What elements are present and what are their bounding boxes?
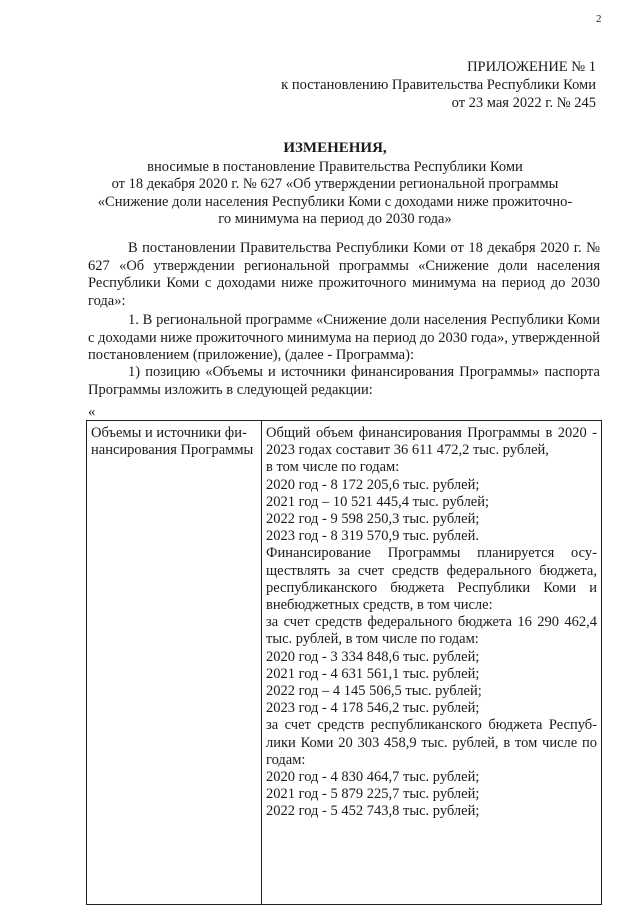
value-line: лики Коми 20 303 458,9 тыс. рублей, в том числе по <box>266 734 597 751</box>
page-number: 2 <box>596 13 602 25</box>
value-line: за счет средств республиканского бюджета Респуб- <box>266 717 597 734</box>
appendix-date: от 23 мая 2022 г. № 245 <box>451 95 596 111</box>
value-line: Общий объем финансирования Программы в 2020 - <box>266 425 597 441</box>
value-line: годам: <box>266 751 306 768</box>
paragraph-subitem-1: 1) позицию «Объемы и источники финансирования Программы» паспорта Программы изложить в следующей редакции: <box>88 364 600 398</box>
document-heading <box>70 140 600 229</box>
value-line: 2022 год - 9 598 250,3 тыс. рублей; <box>266 511 480 528</box>
value-line: тыс. рублей, в том числе по годам: <box>266 631 479 648</box>
heading-line-1: вносимые в постановление Правительства Республики Коми <box>147 158 523 175</box>
paragraph-item-1: 1. В региональной программе «Снижение доли населения Республики Коми с доходами ниже прожиточного минимума на период до 2030 года», утвержденной постановлением (приложение), (далее - Программа): <box>88 312 600 363</box>
appendix-title: ПРИЛОЖЕНИЕ № 1 <box>467 59 596 75</box>
label-line: Объемы и источники фи- <box>91 425 247 441</box>
value-line: 2020 год - 4 830 464,7 тыс. рублей; <box>266 769 480 786</box>
table-row <box>87 421 602 905</box>
value-line: в том числе по годам: <box>266 459 400 476</box>
value-line: внебюджетных средств, в том числе: <box>266 597 493 614</box>
value-line: Финансирование Программы планируется осу- <box>266 545 597 562</box>
value-line: 2021 год – 10 521 445,4 тыс. рублей; <box>266 493 490 510</box>
appendix-header <box>281 58 596 112</box>
heading-line-4: го минимума на период до 2030 года» <box>218 211 452 227</box>
value-line: 2021 год - 4 631 561,1 тыс. рублей; <box>266 665 480 682</box>
value-line: 2023 год - 4 178 546,2 тыс. рублей; <box>266 700 480 717</box>
value-line: 2023 годах составит 36 611 472,2 тыс. рублей, <box>266 442 549 459</box>
value-line: республиканского бюджета Республики Коми и <box>266 579 597 596</box>
appendix-resolution: к постановлению Правительства Республики Коми <box>281 77 596 93</box>
value-line: 2022 год – 4 145 506,5 тыс. рублей; <box>266 683 482 700</box>
table-label-cell <box>87 421 262 905</box>
heading-line-3: «Снижение доли населения Республики Коми с доходами ниже прожиточно- <box>97 193 573 210</box>
heading-line-2: от 18 декабря 2020 г. № 627 «Об утверждении региональной программы <box>111 176 559 192</box>
heading-title: ИЗМЕНЕНИЯ, <box>283 140 387 156</box>
value-line: 2023 год - 8 319 570,9 тыс. рублей. <box>266 528 479 545</box>
opening-quote: « <box>88 404 96 420</box>
value-line: за счет средств федерального бюджета 16 290 462,4 <box>266 614 597 631</box>
value-line: 2020 год - 3 334 848,6 тыс. рублей; <box>266 648 480 665</box>
label-line: нансирования Программы <box>91 442 254 459</box>
table-value-cell <box>262 421 602 905</box>
value-line: 2021 год - 5 879 225,7 тыс. рублей; <box>266 786 480 803</box>
paragraph-intro: В постановлении Правительства Республики Коми от 18 декабря 2020 г. № 627 «Об утверждении региональной программы «Снижение доли населения Республики Коми с доходами ниже прожиточного минимума на период до 2030 года»: <box>88 240 600 309</box>
value-line: 2022 год - 5 452 743,8 тыс. рублей; <box>266 803 480 820</box>
funding-table <box>86 420 602 905</box>
value-line: ществлять за счет средств федерального бюджета, <box>266 562 597 579</box>
value-line: 2020 год - 8 172 205,6 тыс. рублей; <box>266 476 480 493</box>
